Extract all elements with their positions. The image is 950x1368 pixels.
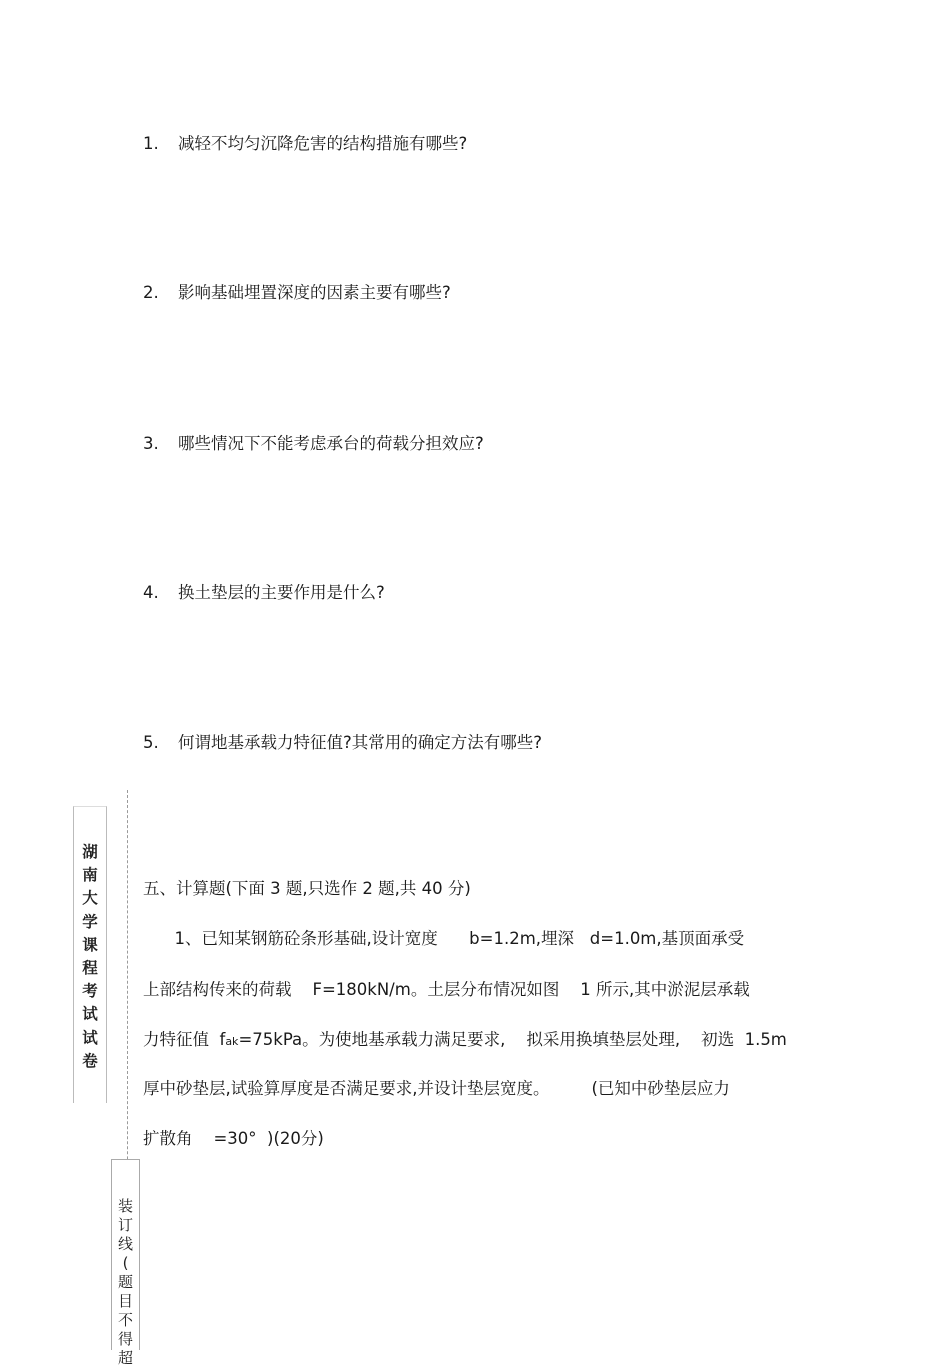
binding-char: 题 <box>117 1273 133 1291</box>
question-number: 3. <box>143 434 159 453</box>
question-number: 2. <box>143 283 159 302</box>
binding-char: 得 <box>117 1330 133 1348</box>
question-number: 4. <box>143 583 159 602</box>
exam-stamp <box>73 806 107 1103</box>
question-number: 5. <box>143 733 159 752</box>
question-4 <box>143 582 385 604</box>
problem-line-3-b: =75kPa。为使地基承载力满足要求, 拟采用换填垫层处理, 初选 1.5m <box>238 1030 787 1049</box>
question-text: 减轻不均匀沉降危害的结构措施有哪些? <box>178 134 468 153</box>
problem-line-4: 厚中砂垫层,试验算厚度是否满足要求,并设计垫层宽度。 (已知中砂垫层应力 <box>143 1079 730 1098</box>
binding-label-box <box>111 1159 140 1367</box>
binding-char: 不 <box>117 1311 133 1329</box>
question-text: 换土垫层的主要作用是什么? <box>178 583 385 602</box>
question-number: 1. <box>143 134 159 153</box>
stamp-char: 课 <box>82 934 98 954</box>
binding-char: 目 <box>117 1292 133 1310</box>
question-1 <box>143 133 467 155</box>
stamp-char: 湖 <box>82 842 98 861</box>
stamp-char: 卷 <box>82 1050 98 1070</box>
problem-line-3-a: 力特征值 f <box>143 1030 226 1049</box>
problem-line-1: 1、已知某钢筋砼条形基础,设计宽度 b=1.2m,埋深 d=1.0m,基顶面承受 <box>143 929 745 948</box>
question-5 <box>143 732 542 754</box>
question-text: 影响基础埋置深度的因素主要有哪些? <box>178 283 451 302</box>
stamp-char: 程 <box>82 958 98 978</box>
problem-line-2: 上部结构传来的荷载 F=180kN/m。土层分布情况如图 1 所示,其中淤泥层承载 <box>143 980 750 999</box>
binding-char: 超 <box>117 1349 133 1367</box>
section-title: 五、计算题(下面 3 题,只选作 2 题,共 40 分) <box>143 879 471 898</box>
stamp-char: 南 <box>82 865 98 885</box>
stamp-char: 试 <box>82 1027 98 1047</box>
binding-char: 装 <box>117 1197 133 1215</box>
problem-line-5: 扩散角 =30° )(20分) <box>143 1129 324 1148</box>
stamp-char: 考 <box>82 981 98 1001</box>
problem-line-3 <box>143 1029 787 1053</box>
binding-char: ( <box>122 1254 129 1272</box>
stamp-char: 大 <box>82 888 98 908</box>
question-text: 哪些情况下不能考虑承台的荷载分担效应? <box>178 434 484 453</box>
stamp-text <box>74 840 106 1072</box>
stamp-char: 试 <box>82 1004 98 1024</box>
subscript-ak: ak <box>225 1035 239 1048</box>
question-3 <box>143 433 484 455</box>
stamp-char: 学 <box>82 911 98 931</box>
binding-label <box>112 1197 139 1368</box>
question-text: 何谓地基承载力特征值?其常用的确定方法有哪些? <box>178 733 543 752</box>
binding-char: 订 <box>117 1216 133 1234</box>
binding-char: 线 <box>117 1235 133 1253</box>
question-2 <box>143 282 451 304</box>
